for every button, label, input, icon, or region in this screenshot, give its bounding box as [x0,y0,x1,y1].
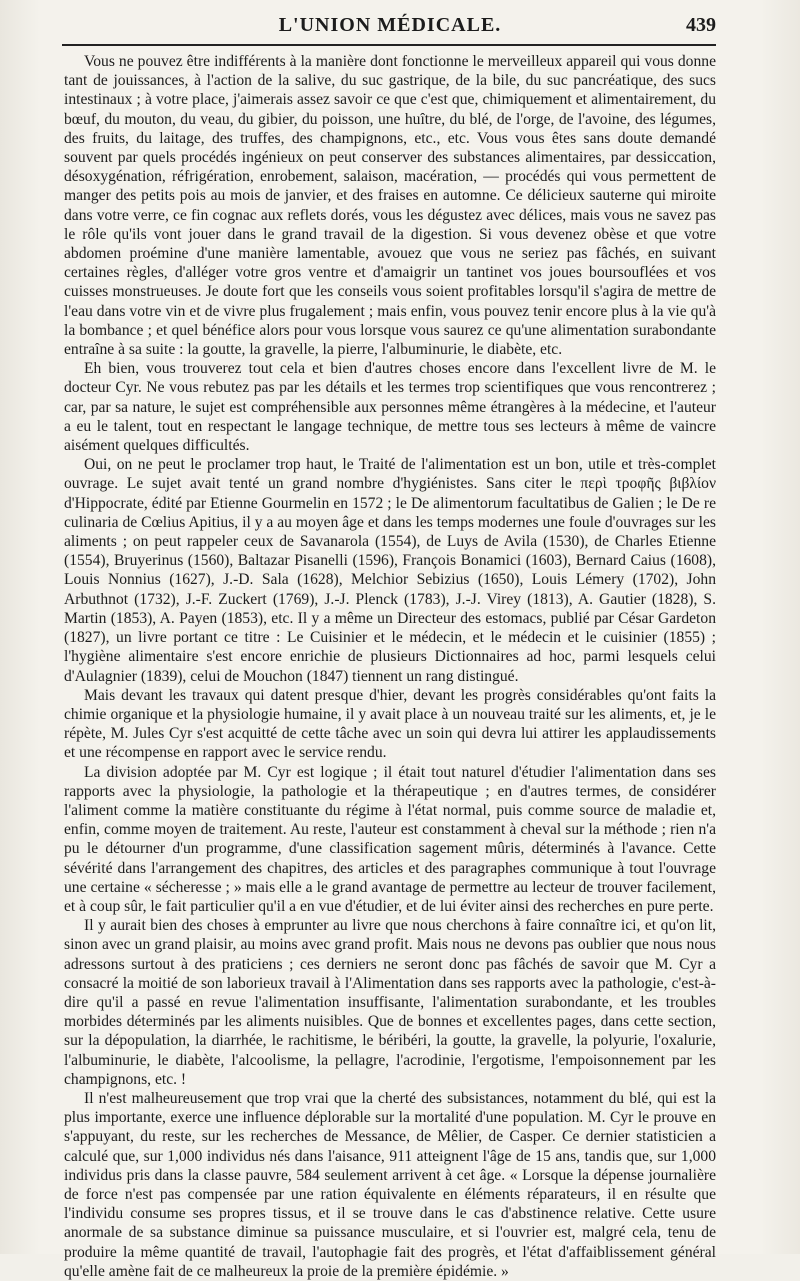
running-header [64,8,716,40]
paragraph: La division adoptée par M. Cyr est logique ; il était tout naturel d'étudier l'alimentation dans ses rapports avec la physiologie, la pathologie et la thérapeutique ; en d'autres termes, de considérer l'aliment comme la matière constituante du régime à l'état normal, puis comme source de maladie et, enfin, comme moyen de traitement. Au reste, l'auteur est constamment à cheval sur la méthode ; rien n'a pu le détourner d'un programme, d'une classification sagement mûris, déterminés à l'avance. Cette sévérité dans l'arrangement des chapitres, des articles et des paragraphes communique à tout l'ouvrage une certaine « sécheresse ; » mais elle a le grand avantage de permettre au lecteur de trouver facilement, et à coup sûr, le fait particulier qu'il a en vue d'étudier, et de lui éviter ainsi des recherches en pure perte. [64,763,716,915]
paragraph: Il n'est malheureusement que trop vrai que la cherté des subsistances, notamment du blé, qui est la plus importante, exerce une influence déplorable sur la mortalité d'une population. M. Cyr le prouve en s'appuyant, du reste, sur les recherches de Messance, de Mêlier, de Casper. Ce dernier statisticien a calculé que, sur 1,000 individus nés dans l'aisance, 911 atteignent l'âge de 15 ans, tandis que, sur 1,000 individus pris dans la classe pauvre, 584 seulement arrivent à cet âge. « Lorsque la dépense journalière de force n'est pas compensée par une ration équivalente en éléments réparateurs, il en résulte que l'individu consume ses propres tissus, et il se trouve dans le cas d'abstinence relative. Cette usure anormale de sa substance diminue sa puissance musculaire, et si l'ouvrier est, malgré cela, tenu de produire la même quantité de travail, l'autophagie fait des progrès, et l'état d'affaiblissement général qu'elle amène fait de ce malheureux la proie de la première épidémie. » [64,1089,716,1280]
page-number: 439 [686,14,716,36]
header-rule [62,44,716,46]
paragraph: Il y aurait bien des choses à emprunter au livre que nous cherchons à faire connaître ici, et qu'on lit, sinon avec un grand plaisir, au moins avec grand profit. Mais nous ne devons pas oublier que nous nous adressons surtout à des praticiens ; ces derniers ne seront donc pas fâchés de savoir que M. Cyr a consacré la moitié de son laborieux travail à l'Alimentation dans ses rapports avec la pathologie, c'est-à-dire qu'il a passé en revue l'alimentation insuffisante, l'alimentation surabondante, et les troubles morbides déterminés par les aliments nuisibles. Que de bonnes et excellentes pages, dans cette section, sur la dépopulation, la diarrhée, le rachitisme, le béribéri, la goutte, la gravelle, la polyurie, l'oxalurie, l'albuminurie, le diabète, l'alcoolisme, la pellagre, l'acrodinie, l'ergotisme, l'empoisonnement par les champignons, etc. ! [64,917,716,1088]
paragraph: Mais devant les travaux qui datent presque d'hier, devant les progrès considérables qu'ont faits la chimie organique et la physiologie humaine, il y avait place à un nouveau traité sur les aliments, et, je le répète, M. Jules Cyr s'est acquitté de cette tâche avec un soin qui devra lui attirer les applaudissements et une récompense en rapport avec le service rendu. [64,686,716,762]
article-body [64,52,716,1281]
journal-title: L'UNION MÉDICALE. [278,14,502,36]
paragraph: Oui, on ne peut le proclamer trop haut, le Traité de l'alimentation est un bon, utile et très-complet ouvrage. Le sujet avait tenté un grand nombre d'hygiénistes. Sans citer le περὶ τροφῆς βιβλίον d'Hippocrate, édité par Etienne Gourmelin en 1572 ; le De alimentorum facultatibus de Galien ; le De re culinaria de Cœlius Apitius, il y a au moyen âge et dans les temps modernes une foule d'ouvrages sur les aliments ; on peut rappeler ceux de Savanarola (1554), de Luys de Avila (1530), de Charles Etienne (1554), Bruyerinus (1560), Baltazar Pisanelli (1596), François Bonamici (1603), Bernard Caius (1608), Louis Nonnius (1627), J.-D. Sala (1628), Melchior Sebizius (1650), Louis Lémery (1702), John Arbuthnot (1732), J.-F. Zuckert (1769), J.-J. Plenck (1783), J.-J. Virey (1813), A. Gautier (1828), S. Martin (1853), A. Payen (1853), etc. Il y a même un Directeur des estomacs, publié par César Gardeton (1827), un livre portant ce titre : Le Cuisinier et le médecin, et le médecin et le cuisinier (1855) ; l'hygiène alimentaire s'est encore enrichie de plusieurs Dictionnaires ad hoc, parmi lesquels celui d'Aulagnier (1839), celui de Mouchon (1847) tiennent un rang distingué. [64,456,716,685]
paragraph: Vous ne pouvez être indifférents à la manière dont fonctionne le merveilleux appareil qui vous donne tant de jouissances, à l'action de la salive, du suc gastrique, de la bile, du suc pancréatique, des sucs intestinaux ; à votre place, j'aimerais assez savoir ce que c'est que, chimiquement et alimentairement, du bœuf, du mouton, du veau, du gibier, du poisson, une huître, du blé, de l'orge, de l'avoine, des légumes, des fruits, du laitage, des truffes, des champignons, etc., etc. Vous vous êtes sans doute demandé souvent par quels procédés ingénieux on peut conserver des substances alimentaires, par dessiccation, désoxygénation, réfrigération, enrobement, salaison, macération, — procédés qui vous permettent de manger des petits pois au mois de janvier, et des fraises en automne. Ce délicieux sauterne qui miroite dans votre verre, ce fin cognac aux reflets dorés, vous les dégustez avec délices, mais vous ne savez pas le rôle qu'ils vont jouer dans le grand travail de la digestion. Si vous devenez obèse et que votre abdomen proémine d'une manière lamentable, avouez que vous ne seriez pas fâchés, en suivant certaines règles, d'alléger votre gros ventre et d'amaigrir un tantinet vos joues boursouflées et vos cuisses monstrueuses. Je doute fort que les conseils vous soient profitables lorsqu'il s'agira de mettre de l'eau dans votre vin et de vivre plus frugalement ; mais enfin, vous pouvez tenir encore plus à la vie qu'à la bombance ; et quel bénéfice alors pour vous lorsque vous saurez ce qu'une alimentation surabondante entraîne à sa suite : la goutte, la gravelle, la pierre, l'albuminurie, le diabète, etc. [64,53,716,359]
paragraph: Eh bien, vous trouverez tout cela et bien d'autres choses encore dans l'excellent livre de M. le docteur Cyr. Ne vous rebutez pas par les détails et les termes trop scientifiques que vous rencontrerez ; car, par sa nature, le sujet est compréhensible aux personnes même étrangères à la médecine, et l'auteur a eu le talent, tout en respectant le langage technique, de mettre tous ses lecteurs à même de vaincre aisément quelques difficultés. [64,360,716,455]
